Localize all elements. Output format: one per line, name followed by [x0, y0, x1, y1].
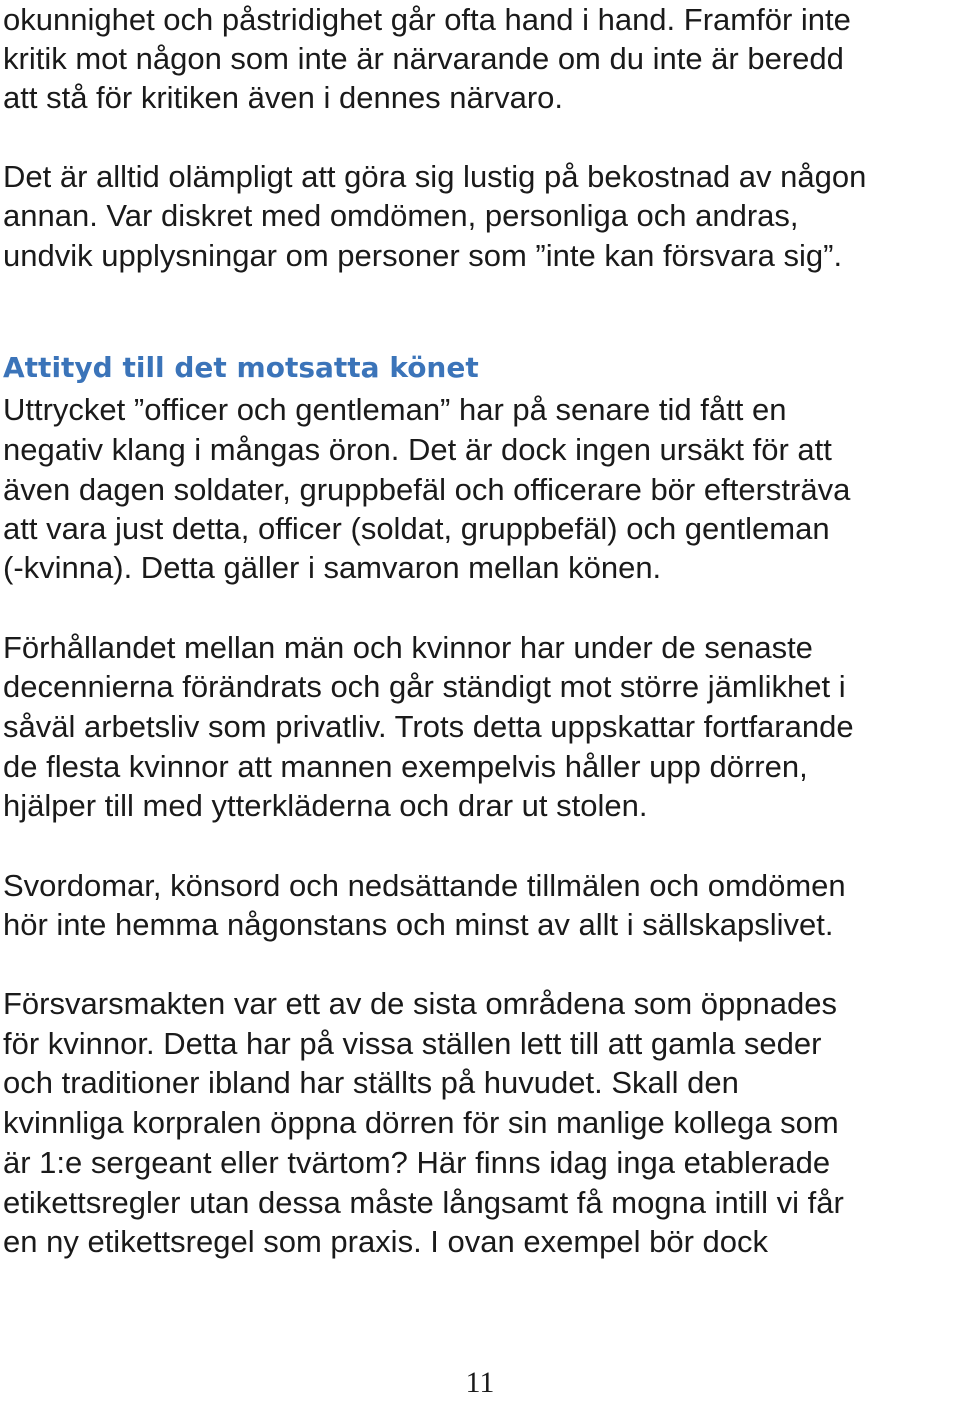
text-line: kritik mot någon som inte är närvarande om du inte är beredd — [3, 41, 844, 76]
text-line: Försvarsmakten var ett av de sista områdena som öppnades — [3, 986, 837, 1021]
text-line: Uttrycket ”officer och gentleman” har på senare tid fått en — [3, 392, 787, 427]
text-line: att vara just detta, officer (soldat, gruppbefäl) och gentleman — [3, 511, 830, 546]
text-line: okunnighet och påstridighet går ofta hand i hand. Framför inte — [3, 2, 851, 37]
text-line: kvinnliga korpralen öppna dörren för sin manlige kollega som — [3, 1105, 839, 1140]
text-line: negativ klang i mångas öron. Det är dock ingen ursäkt för att — [3, 432, 832, 467]
text-line: en ny etikettsregel som praxis. I ovan exempel bör dock — [3, 1224, 769, 1259]
text-line: Förhållandet mellan män och kvinnor har under de senaste — [3, 630, 813, 665]
section-heading: Attityd till det motsatta könet — [3, 351, 479, 384]
text-line: decennierna förändrats och går ständigt mot större jämlikhet i — [3, 669, 846, 704]
text-line: är 1:e sergeant eller tvärtom? Här finns idag inga etablerade — [3, 1145, 831, 1180]
text-line: och traditioner ibland har ställts på huvudet. Skall den — [3, 1065, 739, 1100]
text-line: hör inte hemma någonstans och minst av allt i sällskapslivet. — [3, 907, 834, 942]
text-line: de flesta kvinnor att mannen exempelvis håller upp dörren, — [3, 749, 808, 784]
text-line: hjälper till med ytterkläderna och drar ut stolen. — [3, 788, 648, 823]
text-line: även dagen soldater, gruppbefäl och officerare bör eftersträva — [3, 472, 851, 507]
text-line: för kvinnor. Detta har på vissa ställen lett till att gamla seder — [3, 1026, 822, 1061]
text-line: etikettsregler utan dessa måste långsamt få mogna intill vi får — [3, 1185, 844, 1220]
text-line: Svordomar, könsord och nedsättande tillmälen och omdömen — [3, 868, 846, 903]
text-line: (-kvinna). Detta gäller i samvaron mellan könen. — [3, 550, 662, 585]
text-line: Det är alltid olämpligt att göra sig lustig på bekostnad av någon — [3, 159, 867, 194]
text-line: annan. Var diskret med omdömen, personliga och andras, — [3, 198, 799, 233]
text-line: att stå för kritiken även i dennes närvaro. — [3, 80, 564, 115]
text-line: undvik upplysningar om personer som ”inte kan försvara sig”. — [3, 238, 843, 273]
page-number: 11 — [465, 1366, 495, 1399]
text-line: såväl arbetsliv som privatliv. Trots detta uppskattar fortfarande — [3, 709, 854, 744]
